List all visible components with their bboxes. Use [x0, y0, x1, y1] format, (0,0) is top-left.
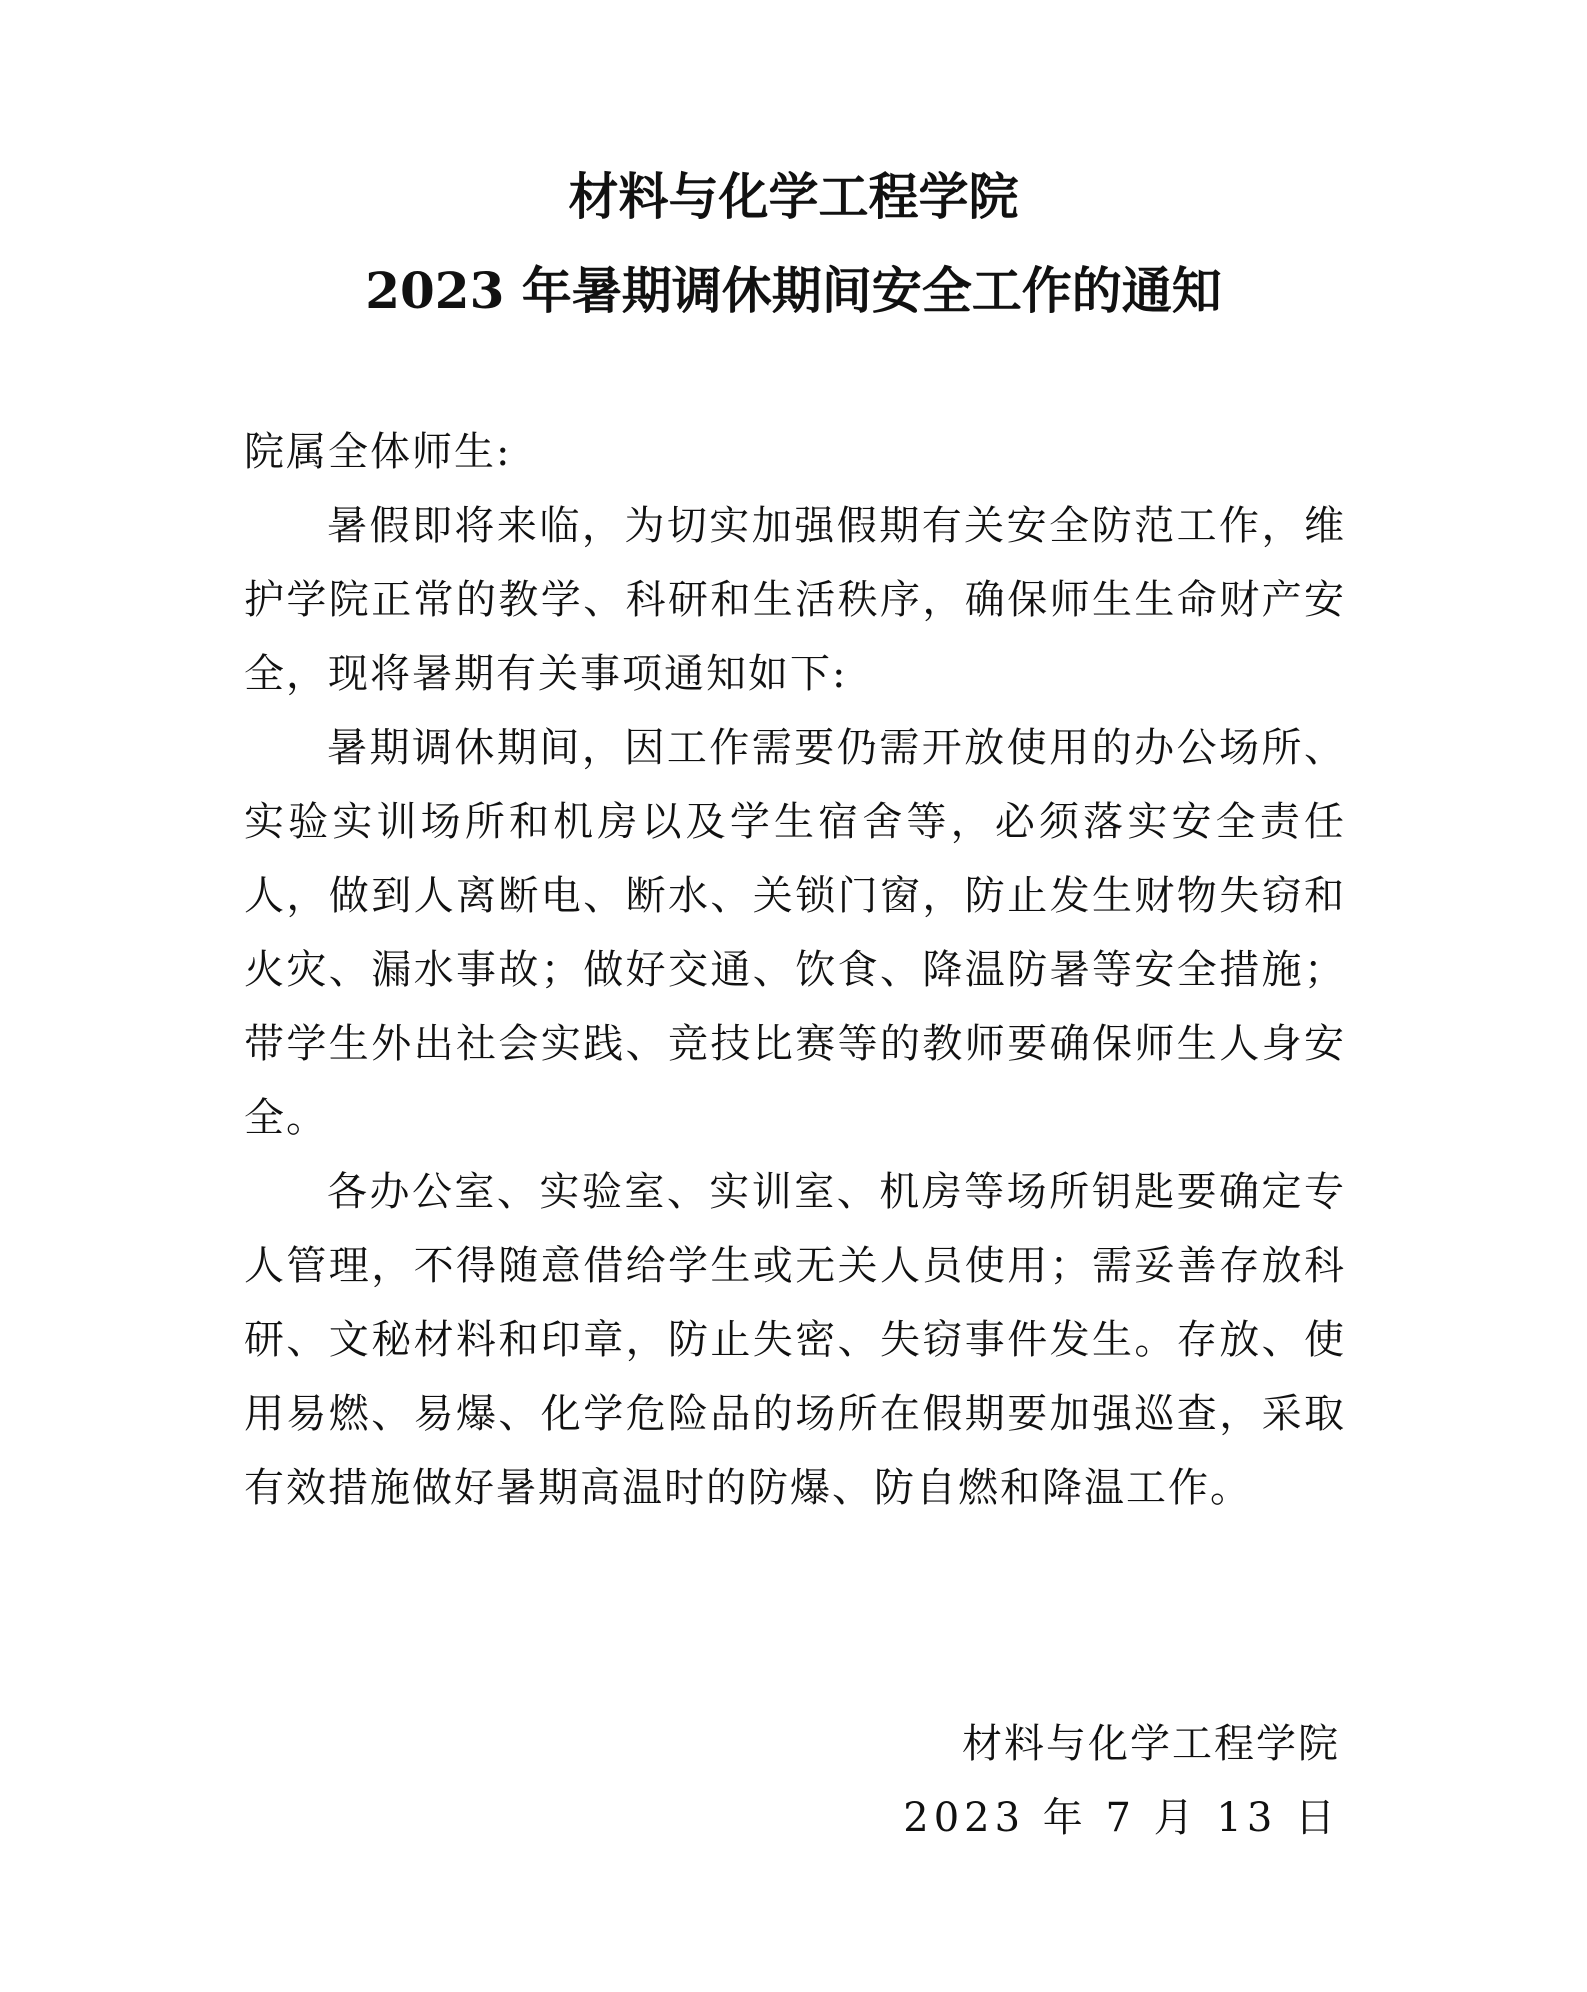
paragraph-intro: 暑假即将来临，为切实加强假期有关安全防范工作，维护学院正常的教学、科研和生活秩序，确保师生生命财产安全，现将暑期有关事项通知如下: [244, 503, 1346, 697]
document-body [244, 415, 1346, 1525]
document-title [0, 150, 1587, 338]
salutation: 院属全体师生: [244, 429, 512, 475]
signature-org: 材料与化学工程学院 [962, 1721, 1340, 1767]
title-line-subject: 2023 年暑期调休期间安全工作的通知 [365, 261, 1222, 320]
signature [903, 1707, 1340, 1855]
title-line-org: 材料与化学工程学院 [568, 167, 1019, 226]
paragraph-keys: 各办公室、实验室、实训室、机房等场所钥匙要确定专人管理，不得随意借给学生或无关人员使用；需妥善存放科研、文秘材料和印章，防止失密、失窃事件发生。存放、使用易燃、易爆、化学危险品的场所在假期要加强巡查，采取有效措施做好暑期高温时的防爆、防自燃和降温工作。 [244, 1169, 1346, 1511]
paragraph-venues: 暑期调休期间，因工作需要仍需开放使用的办公场所、实验实训场所和机房以及学生宿舍等，必须落实安全责任人，做到人离断电、断水、关锁门窗，防止发生财物失窃和火灾、漏水事故；做好交通、饮食、降温防暑等安全措施；带学生外出社会实践、竞技比赛等的教师要确保师生人身安全。 [244, 725, 1346, 1141]
signature-date: 2023 年 7 月 13 日 [903, 1795, 1340, 1841]
